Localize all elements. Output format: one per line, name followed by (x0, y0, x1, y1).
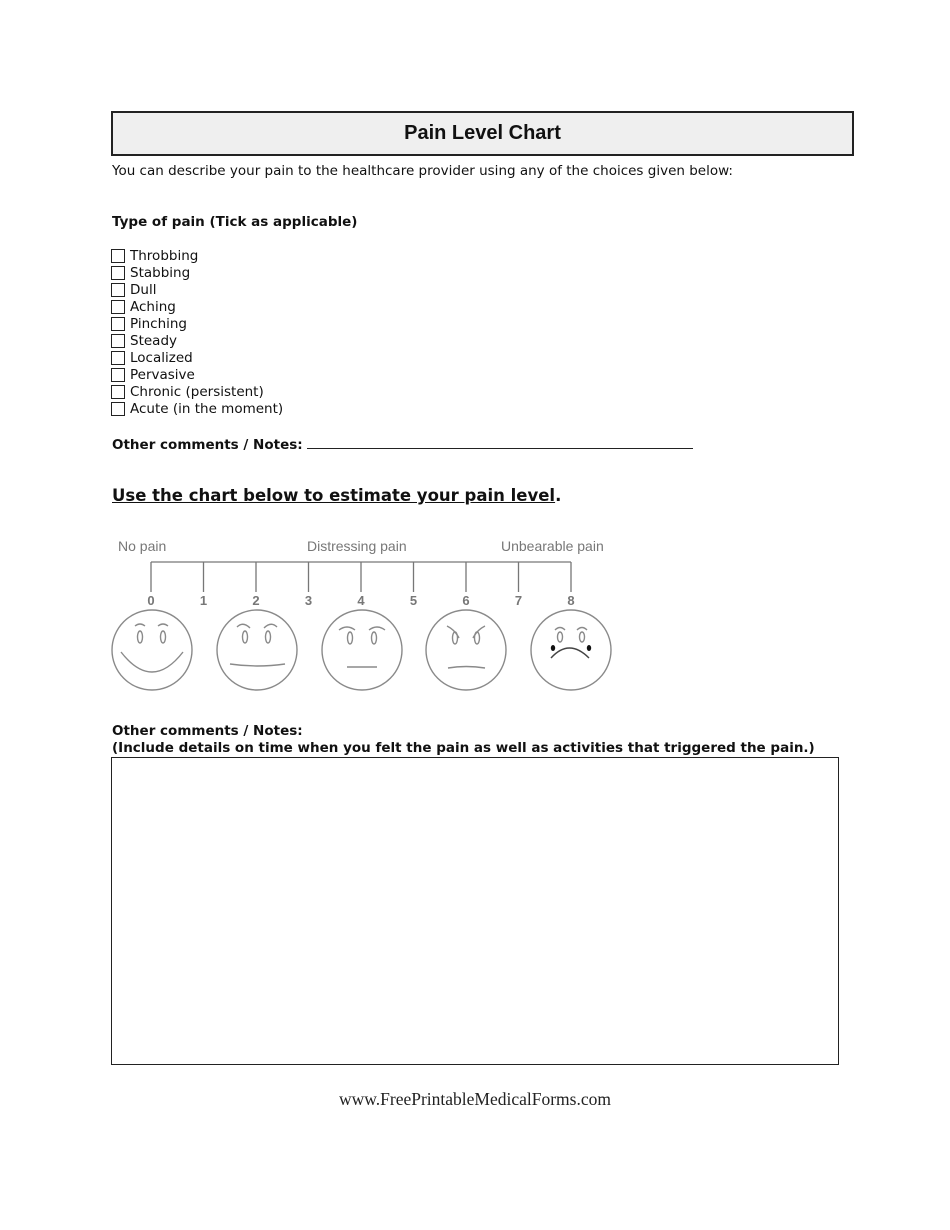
pain-type-label: Pervasive (130, 366, 195, 383)
chart-heading (112, 486, 561, 505)
pain-type-label: Localized (130, 349, 193, 366)
notes-instruction: (Include details on time when you felt the pain as well as activities that triggered the pain.) (112, 740, 815, 756)
checkbox[interactable] (111, 283, 125, 297)
pain-scale (105, 530, 625, 700)
pain-type-label: Steady (130, 332, 177, 349)
checkbox[interactable] (111, 249, 125, 263)
pain-type-item[interactable] (111, 264, 283, 281)
scale-number: 0 (147, 593, 155, 608)
pain-type-item[interactable] (111, 366, 283, 383)
pain-type-item[interactable] (111, 298, 283, 315)
pain-type-item[interactable] (111, 383, 283, 400)
pain-type-item[interactable] (111, 400, 283, 417)
notes-heading (112, 723, 815, 757)
tear-icon (587, 645, 591, 651)
scale-number: 3 (304, 593, 313, 608)
tear-icon (551, 645, 555, 651)
pain-type-label: Aching (130, 298, 176, 315)
pain-type-item[interactable] (111, 247, 283, 264)
scale-number: 5 (409, 593, 418, 608)
chart-heading-period: . (555, 486, 562, 505)
other-comments-row (112, 435, 693, 453)
pain-type-heading: Type of pain (Tick as applicable) (112, 214, 358, 230)
scale-number: 6 (462, 593, 470, 608)
notes-textarea[interactable] (111, 757, 839, 1065)
checkbox[interactable] (111, 402, 125, 416)
pain-type-label: Pinching (130, 315, 188, 332)
scale-number: 4 (357, 593, 365, 608)
pain-type-label: Throbbing (130, 247, 199, 264)
pain-type-label: Chronic (persistent) (130, 383, 264, 400)
pain-type-item[interactable] (111, 349, 283, 366)
mild-face-icon (217, 610, 297, 690)
other-comments-label: Other comments / Notes: (112, 437, 303, 453)
crying-face-icon (531, 610, 611, 690)
worried-face-icon (426, 610, 506, 690)
scale-label-unbearable: Unbearable pain (501, 538, 604, 554)
checkbox[interactable] (111, 334, 125, 348)
pain-type-item[interactable] (111, 281, 283, 298)
checkbox[interactable] (111, 266, 125, 280)
scale-label-distressing: Distressing pain (307, 538, 407, 554)
checkbox[interactable] (111, 385, 125, 399)
scale-number: 7 (514, 593, 523, 608)
scale-number: 1 (199, 593, 208, 608)
footer-url: www.FreePrintableMedicalForms.com (338, 1089, 611, 1109)
notes-label: Other comments / Notes: (112, 723, 303, 739)
pain-type-list (111, 247, 283, 417)
pain-type-label: Stabbing (130, 264, 191, 281)
pain-type-item[interactable] (111, 315, 283, 332)
scale-number: 2 (252, 593, 260, 608)
checkbox[interactable] (111, 317, 125, 331)
scale-number: 8 (567, 593, 575, 608)
chart-heading-text: Use the chart below to estimate your pain level (112, 486, 556, 505)
scale-label-no-pain: No pain (118, 538, 167, 554)
checkbox[interactable] (111, 300, 125, 314)
pain-type-label: Acute (in the moment) (130, 400, 284, 417)
neutral-face-icon (322, 610, 402, 690)
checkbox[interactable] (111, 351, 125, 365)
intro-text: You can describe your pain to the healthcare provider using any of the choices given below: (112, 163, 733, 179)
checkbox[interactable] (111, 368, 125, 382)
smiling-face-icon (112, 610, 192, 690)
page-title: Pain Level Chart (404, 122, 561, 144)
title-box (111, 111, 854, 156)
other-comments-input-line[interactable] (307, 435, 693, 449)
pain-type-item[interactable] (111, 332, 283, 349)
pain-type-label: Dull (130, 281, 157, 298)
